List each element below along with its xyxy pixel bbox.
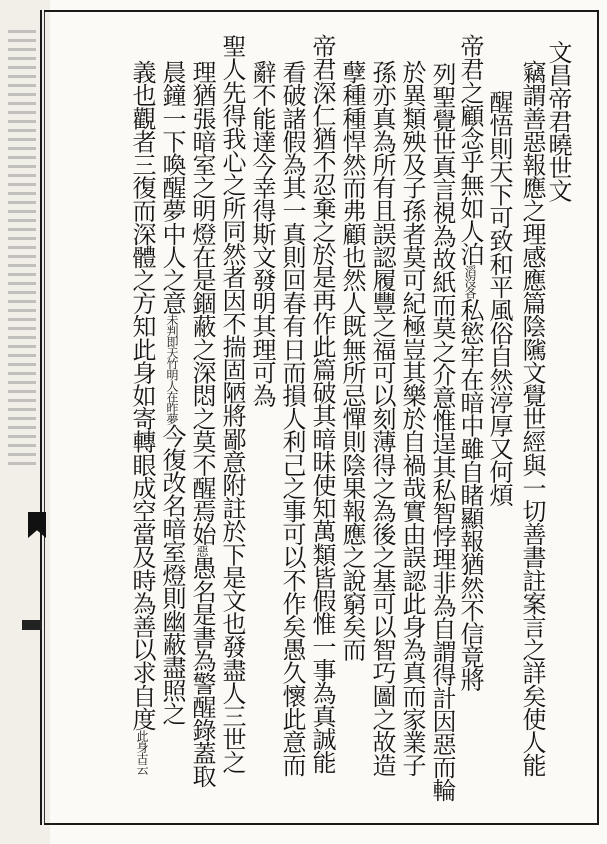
column-3: 醒悟則天下可致和平風俗自然渟厚又何煩 bbox=[485, 90, 513, 506]
spine-rule-inner bbox=[44, 10, 45, 825]
inline-note-1: 滔沒各 bbox=[463, 265, 477, 299]
fishtail-mark bbox=[28, 512, 46, 538]
spine-rule bbox=[40, 10, 42, 825]
column-13 bbox=[187, 60, 217, 787]
column-14-text: 晨鐘一下喚醒夢中人之意 bbox=[158, 60, 186, 315]
column-5: 列聖覺世真言視為故紙而莫之介意惟逞其私智悖理非為自謂得計因惡而輪 bbox=[428, 62, 456, 802]
frame-top-border bbox=[44, 10, 599, 12]
column-15 bbox=[127, 60, 157, 774]
column-7: 孫亦真為所有且誤認履豐之福可以刻薄得之為後之基可以智巧圖之故造 bbox=[368, 60, 396, 777]
spine-title-mark bbox=[8, 30, 36, 470]
column-4-text-2: 私慾牢在暗中雖自睹顯報猶然不信竟將 bbox=[456, 298, 484, 691]
column-13-text-2: 愚名是書為警醒錄蓋取 bbox=[188, 556, 216, 788]
inline-note-3: 惡 bbox=[195, 545, 209, 557]
column-title: 文昌帝君曉世文 bbox=[544, 40, 572, 202]
column-6: 於異類殃及子孫者莫可紀極豈其樂於自禍哉實由誤認此身為真而家業子 bbox=[398, 60, 426, 777]
column-8: 孽種種悍然而弗顧也然人既無所忌憚則陰果報應之說窮矣而 bbox=[338, 60, 366, 661]
column-14-text-2: 今復改名暗室燈則幽蔽盡照之 bbox=[158, 424, 186, 725]
column-15-text: 義也觀者三復而深體之方知此身如寄轉眼成空當及時為善以求自度 bbox=[128, 60, 156, 730]
column-4 bbox=[455, 34, 485, 691]
frame-right-border bbox=[597, 10, 599, 825]
book-spine bbox=[0, 0, 50, 844]
column-9: 帝君深仁猶不忍棄之於是再作此篇破其暗昧使知萬類皆假惟一事為真誠能 bbox=[308, 34, 336, 774]
column-4-text: 帝君之顧念乎無如人泊 bbox=[456, 34, 484, 266]
column-2: 竊謂善惡報應之理感應篇陰隲文覺世經與一切善書註案言之詳矣使人能 bbox=[518, 60, 546, 777]
column-12: 聖人先得我心之所同然者因不揣固陋將鄙意附註於下是文也發盡人三世之 bbox=[218, 34, 246, 774]
inline-note-5: 此身古云 bbox=[135, 729, 149, 774]
spine-bar-mark bbox=[22, 620, 42, 630]
column-14 bbox=[157, 60, 187, 724]
column-11: 辭不能達今幸得斯文發明其理可為 bbox=[248, 60, 276, 407]
column-10: 看破諸假為其一真則回春有日而損人利己之事可以不作矣愚久懷此意而 bbox=[278, 60, 306, 777]
frame-bottom-border bbox=[44, 823, 599, 825]
column-13-text: 理猶張暗室之明燈在是錮蔽之深悶之莫不醒焉始 bbox=[188, 60, 216, 546]
inline-note-4: 未判即天竹明人在昨夢 bbox=[165, 314, 179, 425]
